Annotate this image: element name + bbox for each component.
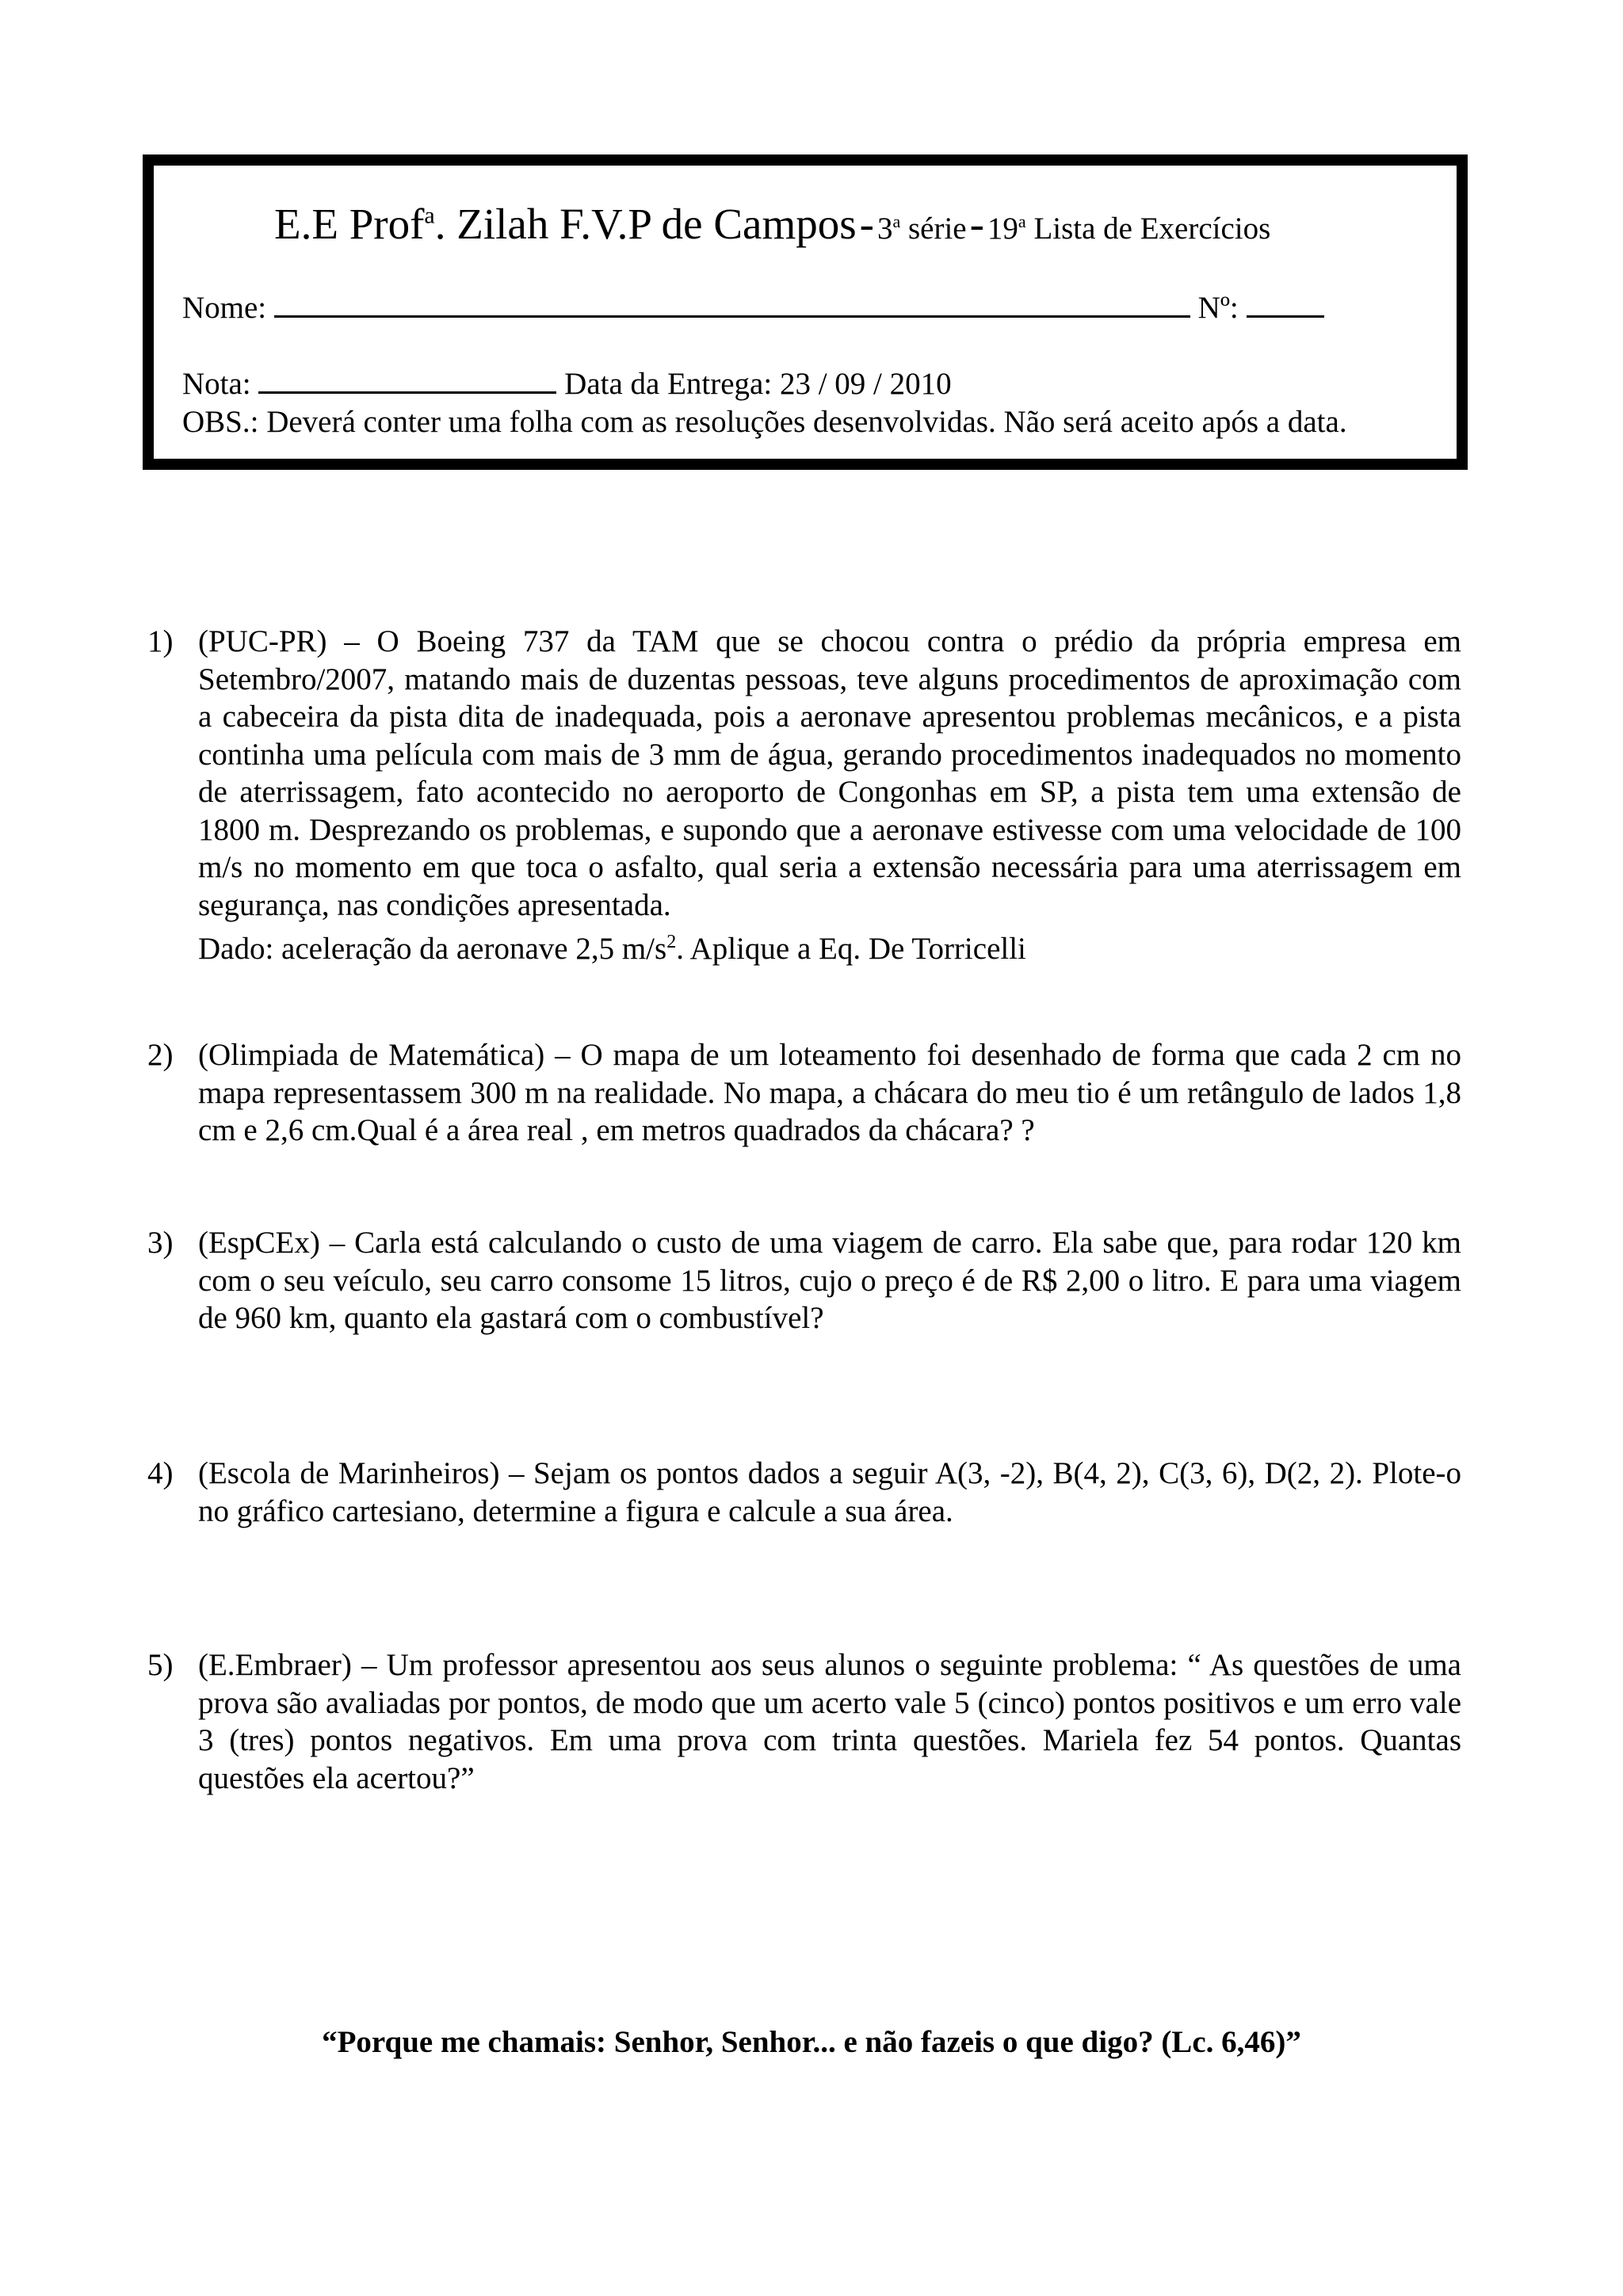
grade-field-label: Nota: — [182, 367, 251, 401]
title-dash-2: - — [969, 200, 984, 248]
number-label: Nº: — [1197, 291, 1239, 325]
question-body — [198, 1646, 1461, 1797]
question-text: (Escola de Marinheiros) – Sejam os pontos dados a seguir A(3, -2), B(4, 2), C(3, 6), D(2, 2). Plote-o no gráfico cartesiano, determine a figura e calcule a sua área. — [198, 1456, 1461, 1528]
question-body — [198, 1224, 1461, 1337]
question-text: (Olimpiada de Matemática) – O mapa de um loteamento foi desenhado de forma que cada 2 cm no mapa representassem 300 m na realidade. No mapa, a chácara do meu tio é um retângulo de lados 1,8 cm e 2,6 cm.Qual é a área real , em metros quadrados da chácara? ? — [198, 1038, 1461, 1147]
question-3 — [147, 1224, 1461, 1337]
question-text: (E.Embraer) – Um professor apresentou aos seus alunos o seguinte problema: “ As questões de uma prova são avaliadas por pontos, de modo que um acerto vale 5 (cinco) pontos positivos e um erro vale 3 (tres) pontos negativos. Em uma prova com trinta questões. Mariela fez 54 pontos. Quantas questões ela acertou?” — [198, 1648, 1461, 1795]
delivery-date: Data da Entrega: 23 / 09 / 2010 — [564, 367, 952, 401]
grade-label: 3$^a$ série — [876, 212, 967, 246]
question-5 — [147, 1646, 1461, 1797]
list-title: 19$^a$ Lista de Exercícios — [987, 212, 1271, 246]
number-field[interactable] — [1247, 315, 1324, 318]
question-number: 1) — [147, 624, 174, 658]
question-number: 3) — [147, 1226, 174, 1260]
obs-line: OBS.: Deverá conter uma folha com as resoluções desenvolvidas. Não será aceito após a data. — [182, 405, 1347, 439]
title-dash: - — [859, 200, 874, 248]
question-body — [198, 1036, 1461, 1150]
question-1 — [147, 623, 1461, 968]
question-4 — [147, 1455, 1461, 1530]
question-number: 4) — [147, 1456, 174, 1490]
question-number: 5) — [147, 1648, 174, 1682]
question-given: Dado: aceleração da aeronave 2,5 $m/s^2$. Aplique a Eq. De Torricelli — [198, 932, 1026, 966]
header-box — [143, 154, 1468, 470]
question-text: (EspCEx) – Carla está calculando o custo de uma viagem de carro. Ela sabe que, para rodar 120 km com o seu veículo, seu carro consome 15 litros, cujo o preço é de R$ 2,00 o litro. E para uma viagem de 960 km, quanto ela gastará com o combustível? — [198, 1226, 1461, 1335]
header-title — [274, 202, 1270, 246]
name-line — [182, 292, 1324, 323]
question-2 — [147, 1036, 1461, 1150]
question-number: 2) — [147, 1038, 174, 1072]
grade-field[interactable] — [258, 391, 556, 394]
question-body — [198, 623, 1461, 968]
grade-date-line — [182, 368, 952, 399]
school-name: E.E Prof$^a$. Zilah F.V.P de Campos — [274, 200, 857, 248]
question-body — [198, 1455, 1461, 1530]
question-text: (PUC-PR) – O Boeing 737 da TAM que se chocou contra o prédio da própria empresa em Setembro/2007, matando mais de duzentas pessoas, teve alguns procedimentos de aproximação com a cabeceira da pista dita de inadequada, pois a aeronave apresentou problemas mecânicos, e a pista continha uma película com mais de 3 mm de água, gerando procedimentos inadequados no momento de aterrissagem, fato acontecido no aeroporto de Congonhas em SP, a pista tem uma extensão de 1800 m. Desprezando os problemas, e supondo que a aeronave estivesse com uma velocidade de 100 m/s no momento em que toca o asfalto, qual seria a extensão necessária para uma aterrissagem em segurança, nas condições apresentada. — [198, 624, 1461, 922]
name-field[interactable] — [274, 315, 1190, 318]
name-label: Nome: — [182, 291, 267, 325]
footer-quote: “Porque me chamais: Senhor, Senhor... e não fazeis o que digo? (Lc. 6,46)” — [322, 2025, 1301, 2059]
